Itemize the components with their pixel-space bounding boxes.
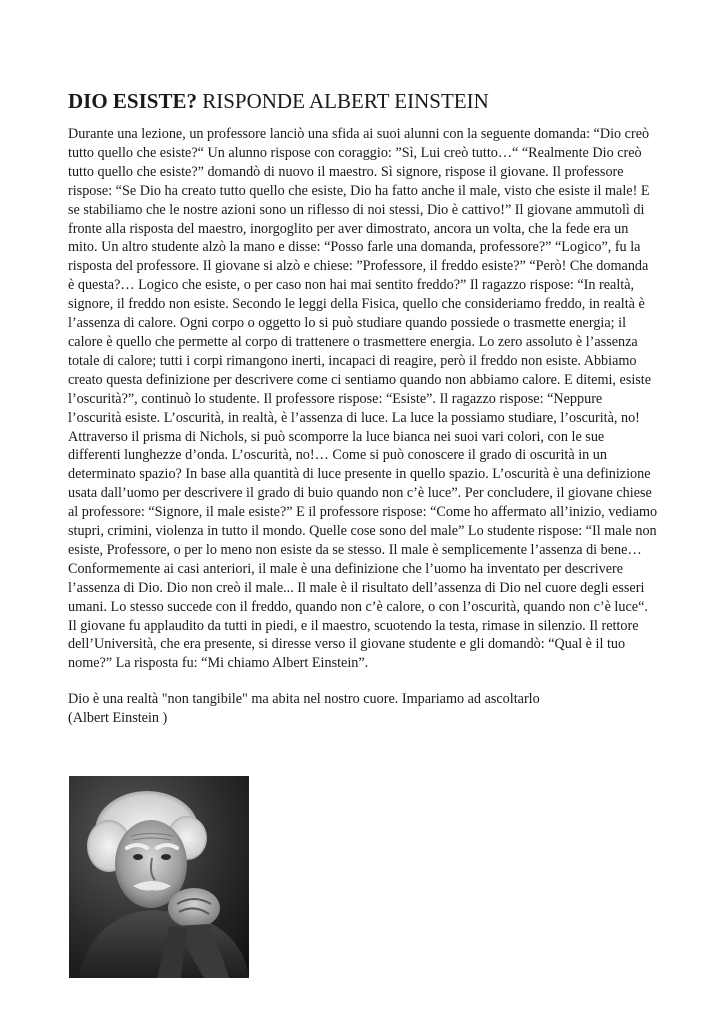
story-paragraph: Durante una lezione, un professore lanciò una sfida ai suoi alunni con la seguente domanda: “Dio creò tutto quello che esiste?“ Un alunno rispose con coraggio: ”Sì, Lui creò tutto…“ “Realmente Dio creò tutto quello che esiste?” domandò di nuovo il maestro. Sì signore, rispose il giovane. Il professore rispose: “Se Dio ha creato tutto quello che esiste, Dio ha fatto anche il male, visto che esiste il male! E se stabiliamo che le nostre azioni sono un riflesso di noi stessi, Dio è cattivo!” Il giovane ammutolì di fronte alla risposta del maestro, inorgoglito per aver dimostrato, ancora un volta, che la fede era un mito. Un altro studente alzò la mano e disse: “Posso farle una domanda, professore?” “Logico”, fu la risposta del professore. Il giovane si alzò e chiese: ”Professore, il freddo esiste?” “Però! Che domanda è questa?… Logico che esiste, o per caso non hai mai sentito freddo?” Il ragazzo rispose: “In realtà, signore, il freddo non esiste. Secondo le leggi della Fisica, quello che consideriamo freddo, in realtà è l’assenza di calore. Ogni corpo o oggetto lo si può studiare quando possiede o trasmette energia; il calore è quello che permette al corpo di trattenere o trasmettere energia. Lo zero assoluto è l’assenza totale di calore; tutti i corpi rimangono inerti, incapaci di reagire, però il freddo non esiste. Abbiamo creato questa definizione per descrivere come ci sentiamo quando non abbiamo calore. E ditemi, esiste l’oscurità?”, continuò lo studente. Il professore rispose: “Esiste”. Il ragazzo rispose: “Neppure l’oscurità esiste. L’oscurità, in realtà, è l’assenza di luce. La luce la possiamo studiare, l’oscurità, no! Attraverso il prisma di Nichols, si può scomporre la luce bianca nei suoi vari colori, con le sue differenti lunghezze d’onda. L’oscurità, no!… Come si può conoscere il grado di oscurità in un determinato spazio? In base alla quantità di luce presente in quello spazio. L’oscurità è una definizione usata dall’uomo per descrivere il grado di buio quando non c’è luce”. Per concludere, il giovane chiese al professore: “Signore, il male esiste?” E il professore rispose: “Come ho affermato all’inizio, vediamo stupri, crimini, violenza in tutto il mondo. Quelle cose sono del male” Lo studente rispose: “Il male non esiste, Professore, o per lo meno non esiste da se stesso. Il male è semplicemente l’assenza di bene… Conformemente ai casi anteriori, il male è una definizione che l’uomo ha inventato per descrivere l’assenza di Dio. Dio non creò il male... Il male è il risultato dell’assenza di Dio nel cuore degli esseri umani. Lo stesso succede con il freddo, quando non c’è calore, o con l’oscurità, quando non c’è luce“. Il giovane fu applaudito da tutti in piedi, e il maestro, scuotendo la testa, rimase in silenzio. Il rettore dell’Università, che era presente, si diresse verso il giovane studente e gli domandò: “Qual è il tuo nome?” La risposta fu: “Mi chiamo Albert Einstein”. [68,126,658,672]
title-question: DIO ESISTE? [68,89,197,113]
einstein-portrait-photo [69,776,249,978]
quote-attribution: (Albert Einstein ) [68,710,168,727]
portrait-image [69,776,249,978]
closing-quote [68,690,658,728]
document-title [68,88,658,114]
title-subtitle: RISPONDE ALBERT EINSTEIN [196,89,489,113]
document-page [68,88,658,728]
closing-quote-line: Dio è una realtà "non tangibile" ma abita nel nostro cuore. Impariamo ad ascoltarlo [68,691,540,708]
